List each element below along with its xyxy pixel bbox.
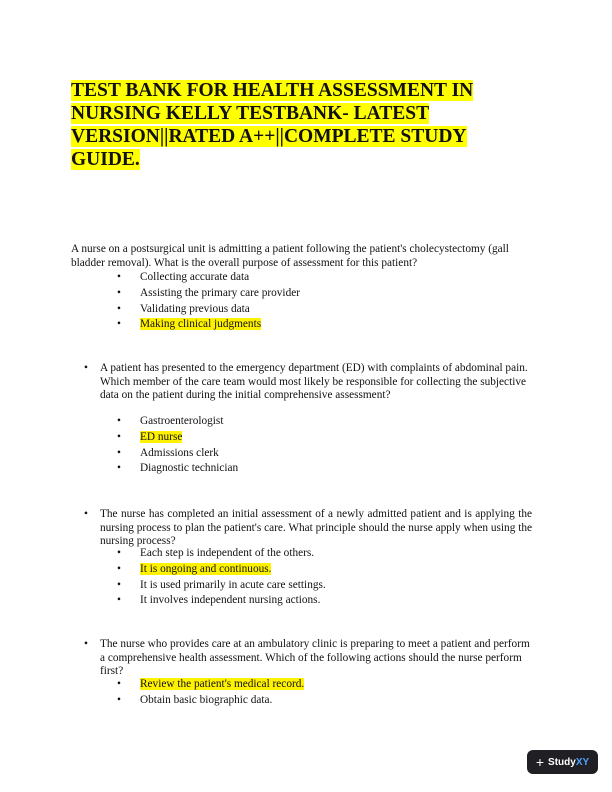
option [117, 461, 238, 477]
option-text: Obtain basic biographic data. [140, 693, 273, 706]
title-text: TEST BANK FOR HEALTH ASSESSMENT IN NURSING KELLY TESTBANK- LATEST VERSION||RATED A++||COMPLETE STUDY GUIDE. [71, 80, 474, 170]
option-text: Validating previous data [140, 302, 250, 315]
correct-answer-highlight: Review the patient's medical record. [140, 678, 305, 690]
question-3-text: The nurse has completed an initial assessment of a newly admitted patient and is applying the nursing process to plan the patient's care. What principle should the nurse apply when using the nursing process? [100, 508, 532, 548]
question-1-text: A nurse on a postsurgical unit is admitting a patient following the patient's cholecystectomy (gall bladder removal). What is the overall purpose of assessment for this patient? [71, 243, 509, 269]
option [117, 677, 304, 693]
question-3 [84, 508, 532, 549]
bullet: • [117, 678, 121, 690]
question-4-text: The nurse who provides care at an ambulatory clinic is preparing to meet a patient and perform a comprehensive health assessment. Which of the following actions should the nurse perform first? [100, 638, 530, 678]
plus-icon: + [535, 754, 545, 770]
question-4-options [117, 677, 304, 709]
option [117, 317, 300, 333]
studyxy-badge[interactable] [527, 750, 598, 774]
option-text: Assisting the primary care provider [140, 286, 300, 299]
bullet: • [117, 462, 121, 475]
bullet: • [117, 446, 121, 459]
option-text: Each step is independent of the others. [140, 547, 315, 559]
option [117, 430, 238, 446]
question-2-options [117, 414, 238, 477]
bullet: • [117, 286, 121, 299]
option [117, 693, 304, 709]
brand-accent: XY [575, 756, 590, 768]
option [117, 286, 300, 302]
option-text: It is used primarily in acute care settings. [140, 578, 326, 591]
bullet: • [84, 508, 88, 520]
bullet: • [117, 318, 121, 331]
question-3-options [117, 546, 326, 609]
option-text: Diagnostic technician [140, 462, 239, 475]
option-text: Admissions clerk [140, 446, 219, 459]
question-2-text: A patient has presented to the emergency department (ED) with complaints of abdominal pain. Which member of the care team would most likely be responsible for collecting the subjective data on the patient during the initial comprehensive assessment? [100, 362, 528, 402]
question-2 [84, 362, 532, 403]
document-title [71, 79, 511, 171]
option [117, 546, 326, 562]
option [117, 446, 238, 462]
option-text: Gastroenterologist [140, 415, 224, 427]
correct-answer-highlight: ED nurse [140, 430, 183, 443]
option [117, 270, 300, 286]
option [117, 562, 326, 578]
brand-name [548, 757, 589, 768]
bullet: • [117, 415, 121, 427]
option [117, 578, 326, 594]
bullet: • [84, 638, 88, 650]
option-text: Collecting accurate data [140, 271, 250, 283]
option [117, 593, 326, 609]
correct-answer-highlight: Making clinical judgments [140, 318, 262, 331]
brand-main: Study [548, 756, 576, 768]
bullet: • [117, 562, 121, 575]
bullet: • [117, 547, 121, 559]
question-1-options [117, 270, 300, 333]
bullet: • [117, 271, 121, 283]
question-4 [84, 638, 532, 679]
option [117, 302, 300, 318]
bullet: • [84, 362, 88, 374]
bullet: • [117, 578, 121, 591]
bullet: • [117, 302, 121, 315]
correct-answer-highlight: It is ongoing and continuous. [140, 562, 272, 575]
bullet: • [117, 430, 121, 443]
bullet: • [117, 594, 121, 607]
option-text: It involves independent nursing actions. [140, 594, 321, 607]
option [117, 414, 238, 430]
bullet: • [117, 693, 121, 706]
